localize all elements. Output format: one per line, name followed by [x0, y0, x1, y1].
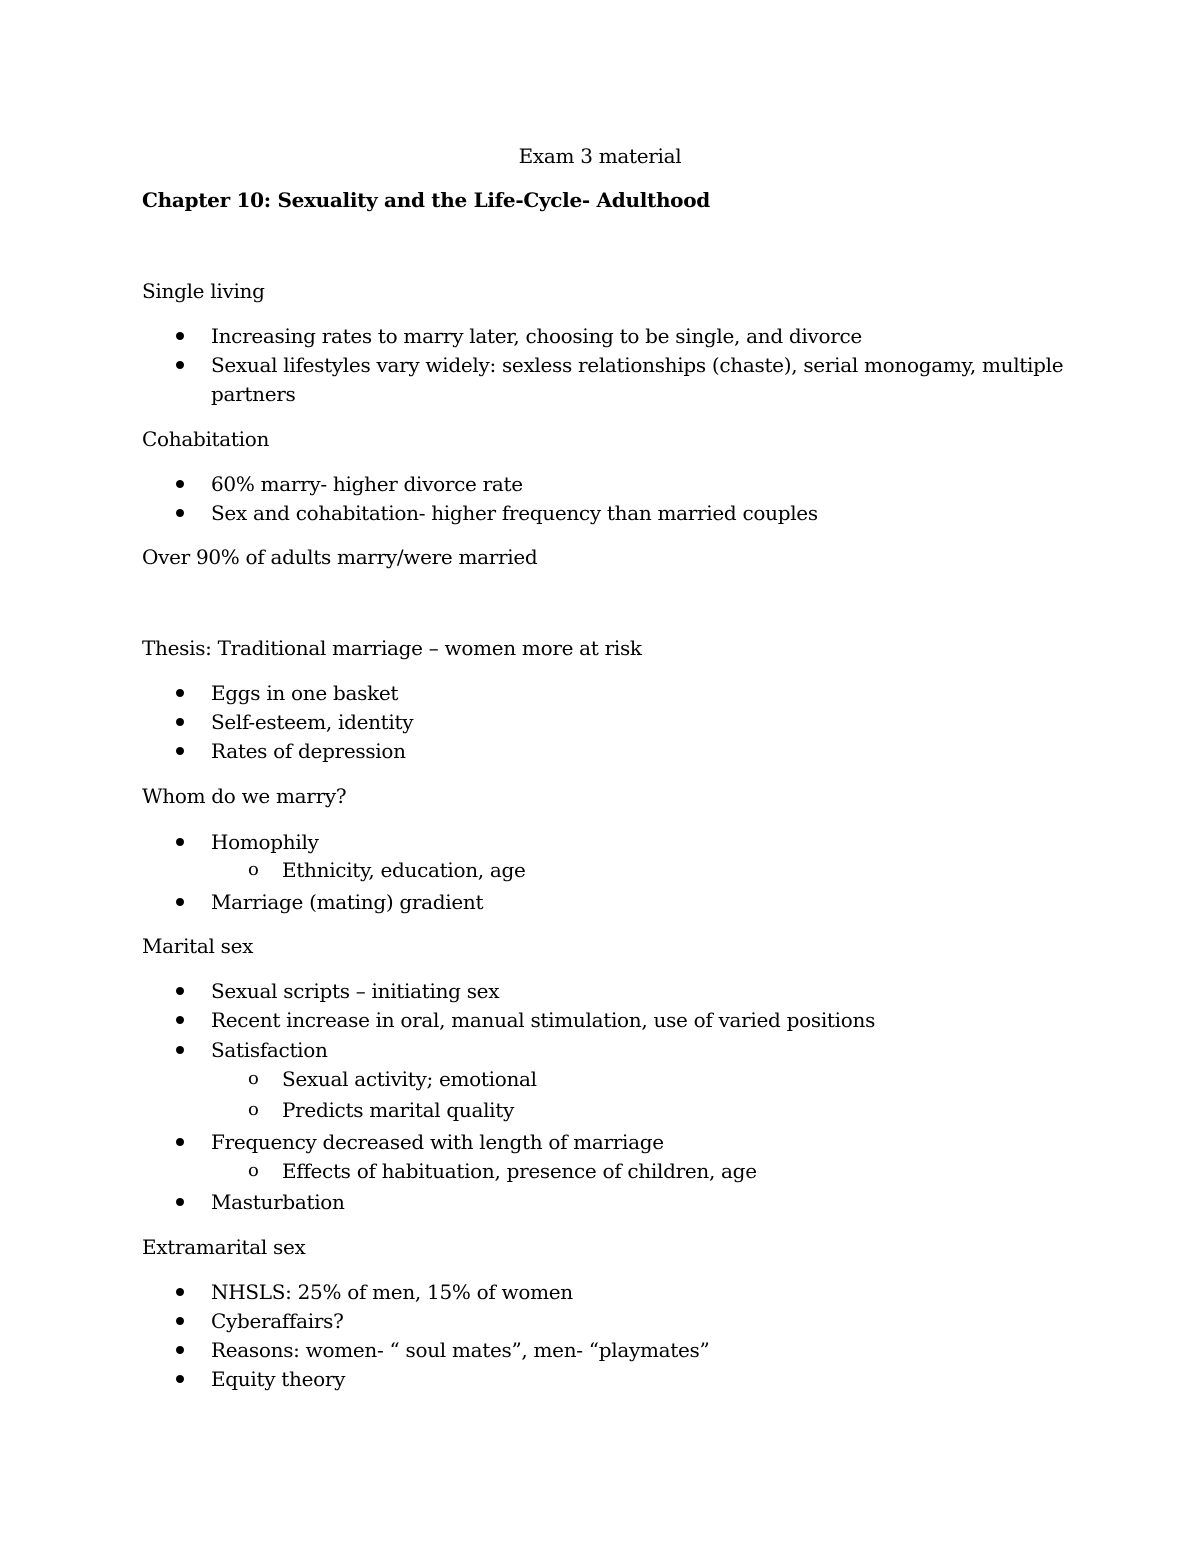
list-item: Sex and cohabitation- higher frequency than married couples — [211, 501, 818, 525]
list-item: Self-esteem, identity — [211, 710, 414, 734]
sub-bullet-icon: o — [248, 859, 259, 880]
list-item: Sexual lifestyles vary widely: sexless relationships (chaste), serial monogamy, multiple — [211, 353, 1064, 377]
list-item: Satisfaction — [211, 1038, 328, 1062]
bullet-icon — [176, 1317, 184, 1325]
list-item: Sexual scripts – initiating sex — [211, 979, 500, 1003]
bullet-icon — [176, 1046, 184, 1054]
bullet-icon — [176, 1346, 184, 1354]
bullet-icon — [176, 987, 184, 995]
list-item: Frequency decreased with length of marriage — [211, 1130, 664, 1154]
document-title: Exam 3 material — [518, 144, 682, 168]
chapter-heading: Chapter 10: Sexuality and the Life-Cycle- Adulthood — [142, 188, 710, 212]
sub-bullet-icon: o — [248, 1099, 259, 1120]
section-heading-cohabitation: Cohabitation — [142, 427, 270, 451]
list-item: Recent increase in oral, manual stimulation, use of varied positions — [211, 1008, 876, 1032]
sub-list-item: Sexual activity; emotional — [282, 1067, 537, 1091]
section-heading-marital-sex: Marital sex — [142, 934, 254, 958]
list-item: Masturbation — [211, 1190, 345, 1214]
bullet-icon — [176, 898, 184, 906]
list-item: Marriage (mating) gradient — [211, 890, 484, 914]
list-item: 60% marry- higher divorce rate — [211, 472, 523, 496]
bullet-icon — [176, 718, 184, 726]
list-item: Increasing rates to marry later, choosing to be single, and divorce — [211, 324, 862, 348]
bullet-icon — [176, 747, 184, 755]
bullet-icon — [176, 1138, 184, 1146]
list-item: Homophily — [211, 830, 319, 854]
bullet-icon — [176, 838, 184, 846]
bullet-icon — [176, 1198, 184, 1206]
sub-list-item: Predicts marital quality — [282, 1098, 515, 1122]
sub-bullet-icon: o — [248, 1160, 259, 1181]
list-item: Cyberaffairs? — [211, 1309, 344, 1333]
bullet-icon — [176, 480, 184, 488]
list-item: Reasons: women- “ soul mates”, men- “playmates” — [211, 1338, 710, 1362]
section-heading-single-living: Single living — [142, 279, 265, 303]
list-item: Equity theory — [211, 1367, 346, 1391]
bullet-icon — [176, 689, 184, 697]
sub-list-item: Ethnicity, education, age — [282, 858, 526, 882]
bullet-icon — [176, 1288, 184, 1296]
sub-list-item: Effects of habituation, presence of children, age — [282, 1159, 757, 1183]
bullet-icon — [176, 509, 184, 517]
section-heading-thesis: Thesis: Traditional marriage – women more at risk — [142, 636, 642, 660]
bullet-icon — [176, 1016, 184, 1024]
section-heading-extramarital: Extramarital sex — [142, 1235, 306, 1259]
bullet-icon — [176, 361, 184, 369]
bullet-icon — [176, 1375, 184, 1383]
section-heading-whom: Whom do we marry? — [142, 784, 347, 808]
list-item: Eggs in one basket — [211, 681, 399, 705]
sub-bullet-icon: o — [248, 1068, 259, 1089]
list-item: NHSLS: 25% of men, 15% of women — [211, 1280, 573, 1304]
bullet-icon — [176, 332, 184, 340]
list-item-continuation: partners — [211, 382, 296, 406]
statement-over-90: Over 90% of adults marry/were married — [142, 545, 538, 569]
list-item: Rates of depression — [211, 739, 406, 763]
